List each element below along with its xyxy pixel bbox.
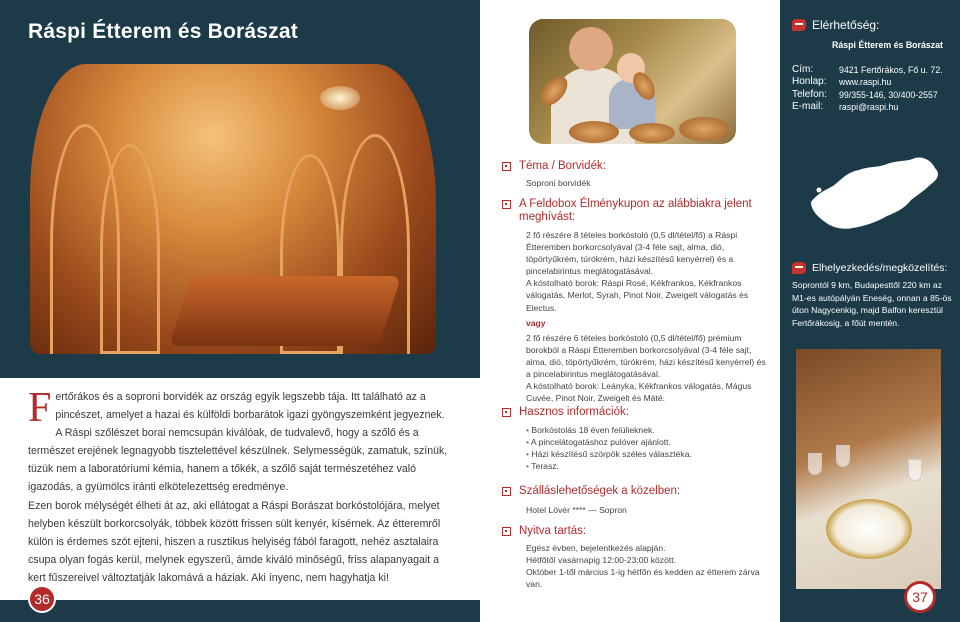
list-item: • A pincelátogatáshoz pulóver ajánlott. — [526, 436, 770, 448]
drop-cap: F — [28, 385, 52, 431]
location-heading: Elhelyezkedés/megközelítés: — [792, 262, 947, 274]
contact-details — [792, 64, 943, 113]
theme-body: Soproni borvidék — [526, 178, 591, 188]
dining-table-photo — [796, 349, 941, 589]
speech-bubble-icon — [792, 19, 806, 31]
accommodation-body: Hotel Lövér **** — Sopron — [526, 505, 627, 515]
hungary-map-icon — [807, 150, 945, 240]
useful-info-list — [526, 424, 770, 472]
square-bullet-icon — [502, 200, 511, 209]
page-number: 37 — [904, 581, 936, 613]
coupon-body — [526, 229, 770, 404]
article-paragraph: ertőrákos és a soproni borvidék az ország egyik legszebb tája. Itt található az a pincészet, amelyet a hazai és külföldi borbarátok igazi gyöngyszemként jegyeznek. A Ráspi szőlészet borai nemcsupán kiválóak, de tudvalevő, hogy a szőlő és a természet erejének legnagyobb tisztelettével készülnek. Selymességük, zamatuk, színük, tüzük nem a laboratóriumi kémia, hanem a tőkék, a szőlő saját természetéhez való igazodás, a gyümölcs iránti elkötelezettség eredménye. — [28, 391, 448, 494]
square-bullet-icon — [502, 527, 511, 536]
opening-hours-body: Egész évben, bejelentkezés alapján. Hétfőtől vasárnapig 12:00-23:00 között. Október 1-től március 1-ig hétfőn és kedden az étterem zárva van. — [526, 543, 760, 590]
opening-hours-heading: Nyitva tartás: — [502, 525, 586, 538]
useful-info-heading: Hasznos információk: — [502, 406, 629, 419]
contact-heading: Elérhetőség: — [792, 18, 879, 32]
contact-row: Honlap: www.raspi.hu — [792, 76, 892, 88]
speech-bubble-icon — [792, 262, 806, 274]
location-body: Soprontól 9 km, Budapesttől 220 km az M1-es autópályán Eneség, onnan a 85-ös úton Nagycenkig, majd Balfon keresztül Fertőrákosig, a főút mentén. — [792, 280, 952, 328]
contact-name: Ráspi Étterem és Borászat — [832, 40, 943, 50]
coupon-option-2-wines: A kóstolható borok: Leányka, Kékfrankos válogatás, Mágus Cuvée, Pinot Noir, Zweigelt és Máté. — [526, 381, 752, 404]
article-text — [0, 378, 480, 600]
square-bullet-icon — [502, 408, 511, 417]
website-link[interactable]: www.raspi.hu — [839, 77, 892, 88]
article-paragraph: Ezen borok mélységét élheti át az, aki ellátogat a Ráspi Borászat borkóstolójára, melyet helyben készült borkorcsolyák, többek között frissen sült kenyér, kísérnek. Az étteremről külön is érdemes szót ejteni, hiszen a rusztikus helyiség fából faragott, nehéz asztalaira csupa olyan fogás kerül, melynek egyszerű, ámde kiváló minőségű, friss alapanyagait a kert fűszereivel változtatják lakomává a háziak. Aki ínyenc, nem hagyhatja ki! — [28, 499, 441, 584]
square-bullet-icon — [502, 487, 511, 496]
cellar-table — [169, 276, 402, 346]
coupon-option-1: 2 fő részére 8 tételes borkóstoló (0,5 dl/tétel/fő) a Ráspi Étteremben borkorcsolyával (3-4 féle sajt, alma, dió, töpörtyűkrém, túrókrém, házi készítésű kenyérrel) és a pincelabirintus meglátogatásával. — [526, 230, 738, 277]
coupon-heading: A Feldobox Élménykupon az alábbiakra jelent meghívást: — [502, 198, 772, 224]
list-item: • Borkóstolás 18 éven felülieknek. — [526, 424, 770, 436]
or-separator: vagy — [526, 317, 546, 328]
list-item: • Terasz. — [526, 460, 770, 472]
wine-cellar-photo — [30, 64, 436, 354]
contact-row: E-mail: raspi@raspi.hu — [792, 100, 899, 112]
square-bullet-icon — [502, 162, 511, 171]
page-title: Ráspi Étterem és Borászat — [28, 20, 298, 43]
theme-heading: Téma / Borvidék: — [502, 160, 606, 173]
list-item: • Házi készítésű szörpök széles választéka. — [526, 448, 770, 460]
coupon-option-1-wines: A kóstolható borok: Ráspi Rosé, Kékfrankos, Kékfrankos válogatás, Merlot, Syrah, Pinot Noir, Zweigelt válogatás és Electus. — [526, 278, 749, 313]
family-bread-photo — [529, 19, 736, 144]
contact-row: Cím: 9421 Fertőrákos, Fő u. 72. — [792, 64, 943, 75]
coupon-option-2: 2 fő részére 6 tételes borkóstoló (0,5 dl/tétel/fő) prémium borokból a Ráspi Étteremben borkorcsolyával (3-4 féle sajt, alma, dió, töpörtyűkrém, túrókrém, házi készítésű kenyérrel) és a pincelabirintus meglátogatásával. — [526, 332, 766, 380]
email-link[interactable]: raspi@raspi.hu — [839, 101, 899, 112]
contact-row: Telefon: 99/355-146, 30/400-2557 — [792, 88, 938, 100]
page-number: 36 — [28, 585, 56, 613]
accommodation-heading: Szálláslehetőségek a közelben: — [502, 485, 680, 498]
